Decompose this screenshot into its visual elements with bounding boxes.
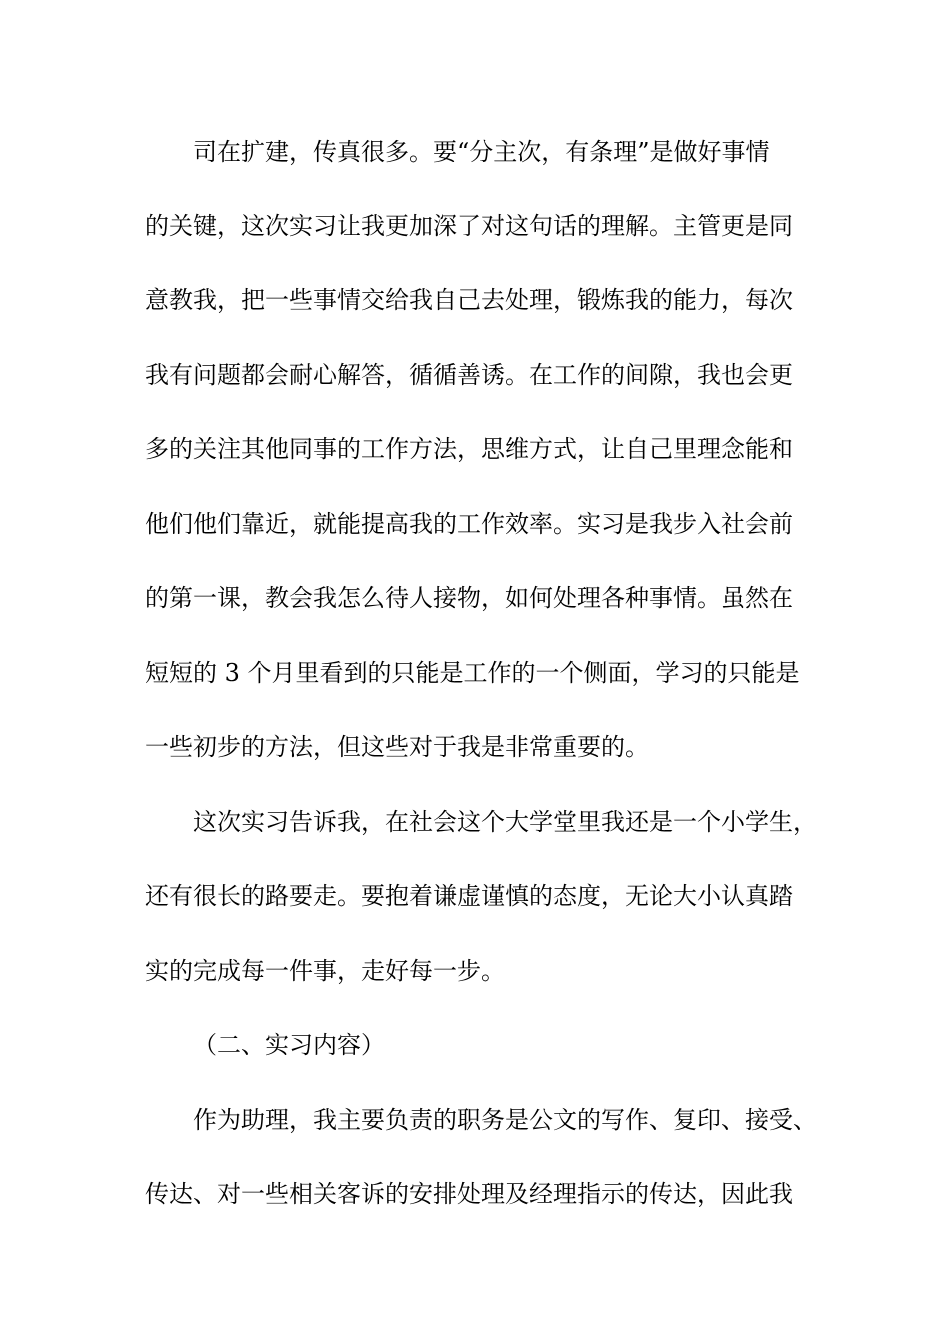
text-line: 还有很长的路要走。要抱着谦虚谨慎的态度，无论大小认真踏 <box>145 882 793 910</box>
text-line: 这次实习告诉我，在社会这个大学堂里我还是一个小学生， <box>193 808 817 836</box>
text-line: 的第一课，教会我怎么待人接物，如何处理各种事情。虽然在 <box>145 584 793 612</box>
text-line: 实的完成每一件事，走好每一步。 <box>145 957 505 985</box>
text-line: 的关键，这次实习让我更加深了对这句话的理解。主管更是同 <box>145 212 793 240</box>
text-line: 他们他们靠近，就能提高我的工作效率。实习是我步入社会前 <box>145 510 793 538</box>
text-line: 我有问题都会耐心解答，循循善诱。在工作的间隙，我也会更 <box>145 361 793 389</box>
text-line: 司在扩建，传真很多。要“分主次，有条理”是做好事情 <box>193 138 770 166</box>
text-line: 一些初步的方法，但这些对于我是非常重要的。 <box>145 733 649 761</box>
text-line: 多的关注其他同事的工作方法，思维方式，让自己里理念能和 <box>145 435 793 463</box>
text-line: 传达、对一些相关客诉的安排处理及经理指示的传达，因此我 <box>145 1180 793 1208</box>
text-line: 短短的 3 个月里看到的只能是工作的一个侧面，学习的只能是 <box>145 659 800 687</box>
section-heading: （二、实习内容） <box>193 1031 385 1059</box>
text-line: 意教我，把一些事情交给我自己去处理，锻炼我的能力，每次 <box>145 286 793 314</box>
text-line: 作为助理，我主要负责的职务是公文的写作、复印、接受、 <box>193 1106 817 1134</box>
